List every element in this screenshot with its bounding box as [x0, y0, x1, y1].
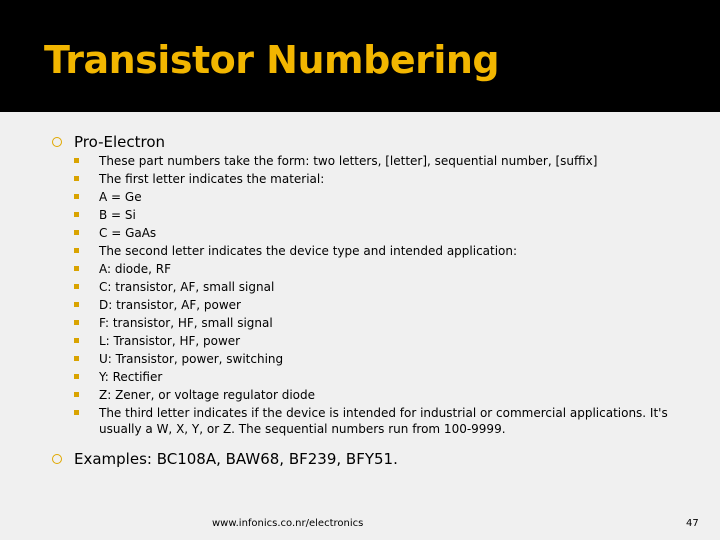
square-bullet-icon [74, 302, 79, 307]
list-item: C: transistor, AF, small signal [74, 278, 694, 296]
list-item: A = Ge [74, 188, 694, 206]
slide-title: Transistor Numbering [44, 38, 500, 82]
square-bullet-icon [74, 410, 79, 415]
square-bullet-icon [74, 338, 79, 343]
square-bullet-icon [74, 248, 79, 253]
list-item: The third letter indicates if the device is intended for industrial or commercial applications. It's usually a W, X, Y, or Z. The sequential numbers run from 100-9999. [74, 404, 694, 437]
list-item: The first letter indicates the material: [74, 170, 694, 188]
list-item: D: transistor, AF, power [74, 296, 694, 314]
square-bullet-icon [74, 230, 79, 235]
sub-bullet-list [74, 152, 694, 437]
list-item: Z: Zener, or voltage regulator diode [74, 386, 694, 404]
square-bullet-icon [74, 176, 79, 181]
list-item: Y: Rectifier [74, 368, 694, 386]
list-item: The second letter indicates the device type and intended application: [74, 242, 694, 260]
list-item: F: transistor, HF, small signal [74, 314, 694, 332]
bullet-pro-electron-text: Pro-Electron [74, 133, 166, 151]
bullet-examples [52, 450, 398, 468]
square-bullet-icon [74, 392, 79, 397]
list-item: A: diode, RF [74, 260, 694, 278]
list-item: B = Si [74, 206, 694, 224]
square-bullet-icon [74, 266, 79, 271]
square-bullet-icon [74, 158, 79, 163]
title-bar [0, 0, 720, 112]
square-bullet-icon [74, 194, 79, 199]
circle-bullet-icon [52, 137, 62, 147]
square-bullet-icon [74, 356, 79, 361]
list-item: These part numbers take the form: two letters, [letter], sequential number, [suffix] [74, 152, 694, 170]
circle-bullet-icon [52, 454, 62, 464]
list-item: U: Transistor, power, switching [74, 350, 694, 368]
bullet-pro-electron [52, 133, 165, 151]
square-bullet-icon [74, 212, 79, 217]
footer-link[interactable]: www.infonics.co.nr/electronics [212, 518, 364, 529]
page-number: 47 [686, 518, 699, 529]
bullet-examples-text: Examples: BC108A, BAW68, BF239, BFY51. [74, 450, 398, 468]
list-item: L: Transistor, HF, power [74, 332, 694, 350]
list-item: C = GaAs [74, 224, 694, 242]
square-bullet-icon [74, 374, 79, 379]
square-bullet-icon [74, 320, 79, 325]
square-bullet-icon [74, 284, 79, 289]
